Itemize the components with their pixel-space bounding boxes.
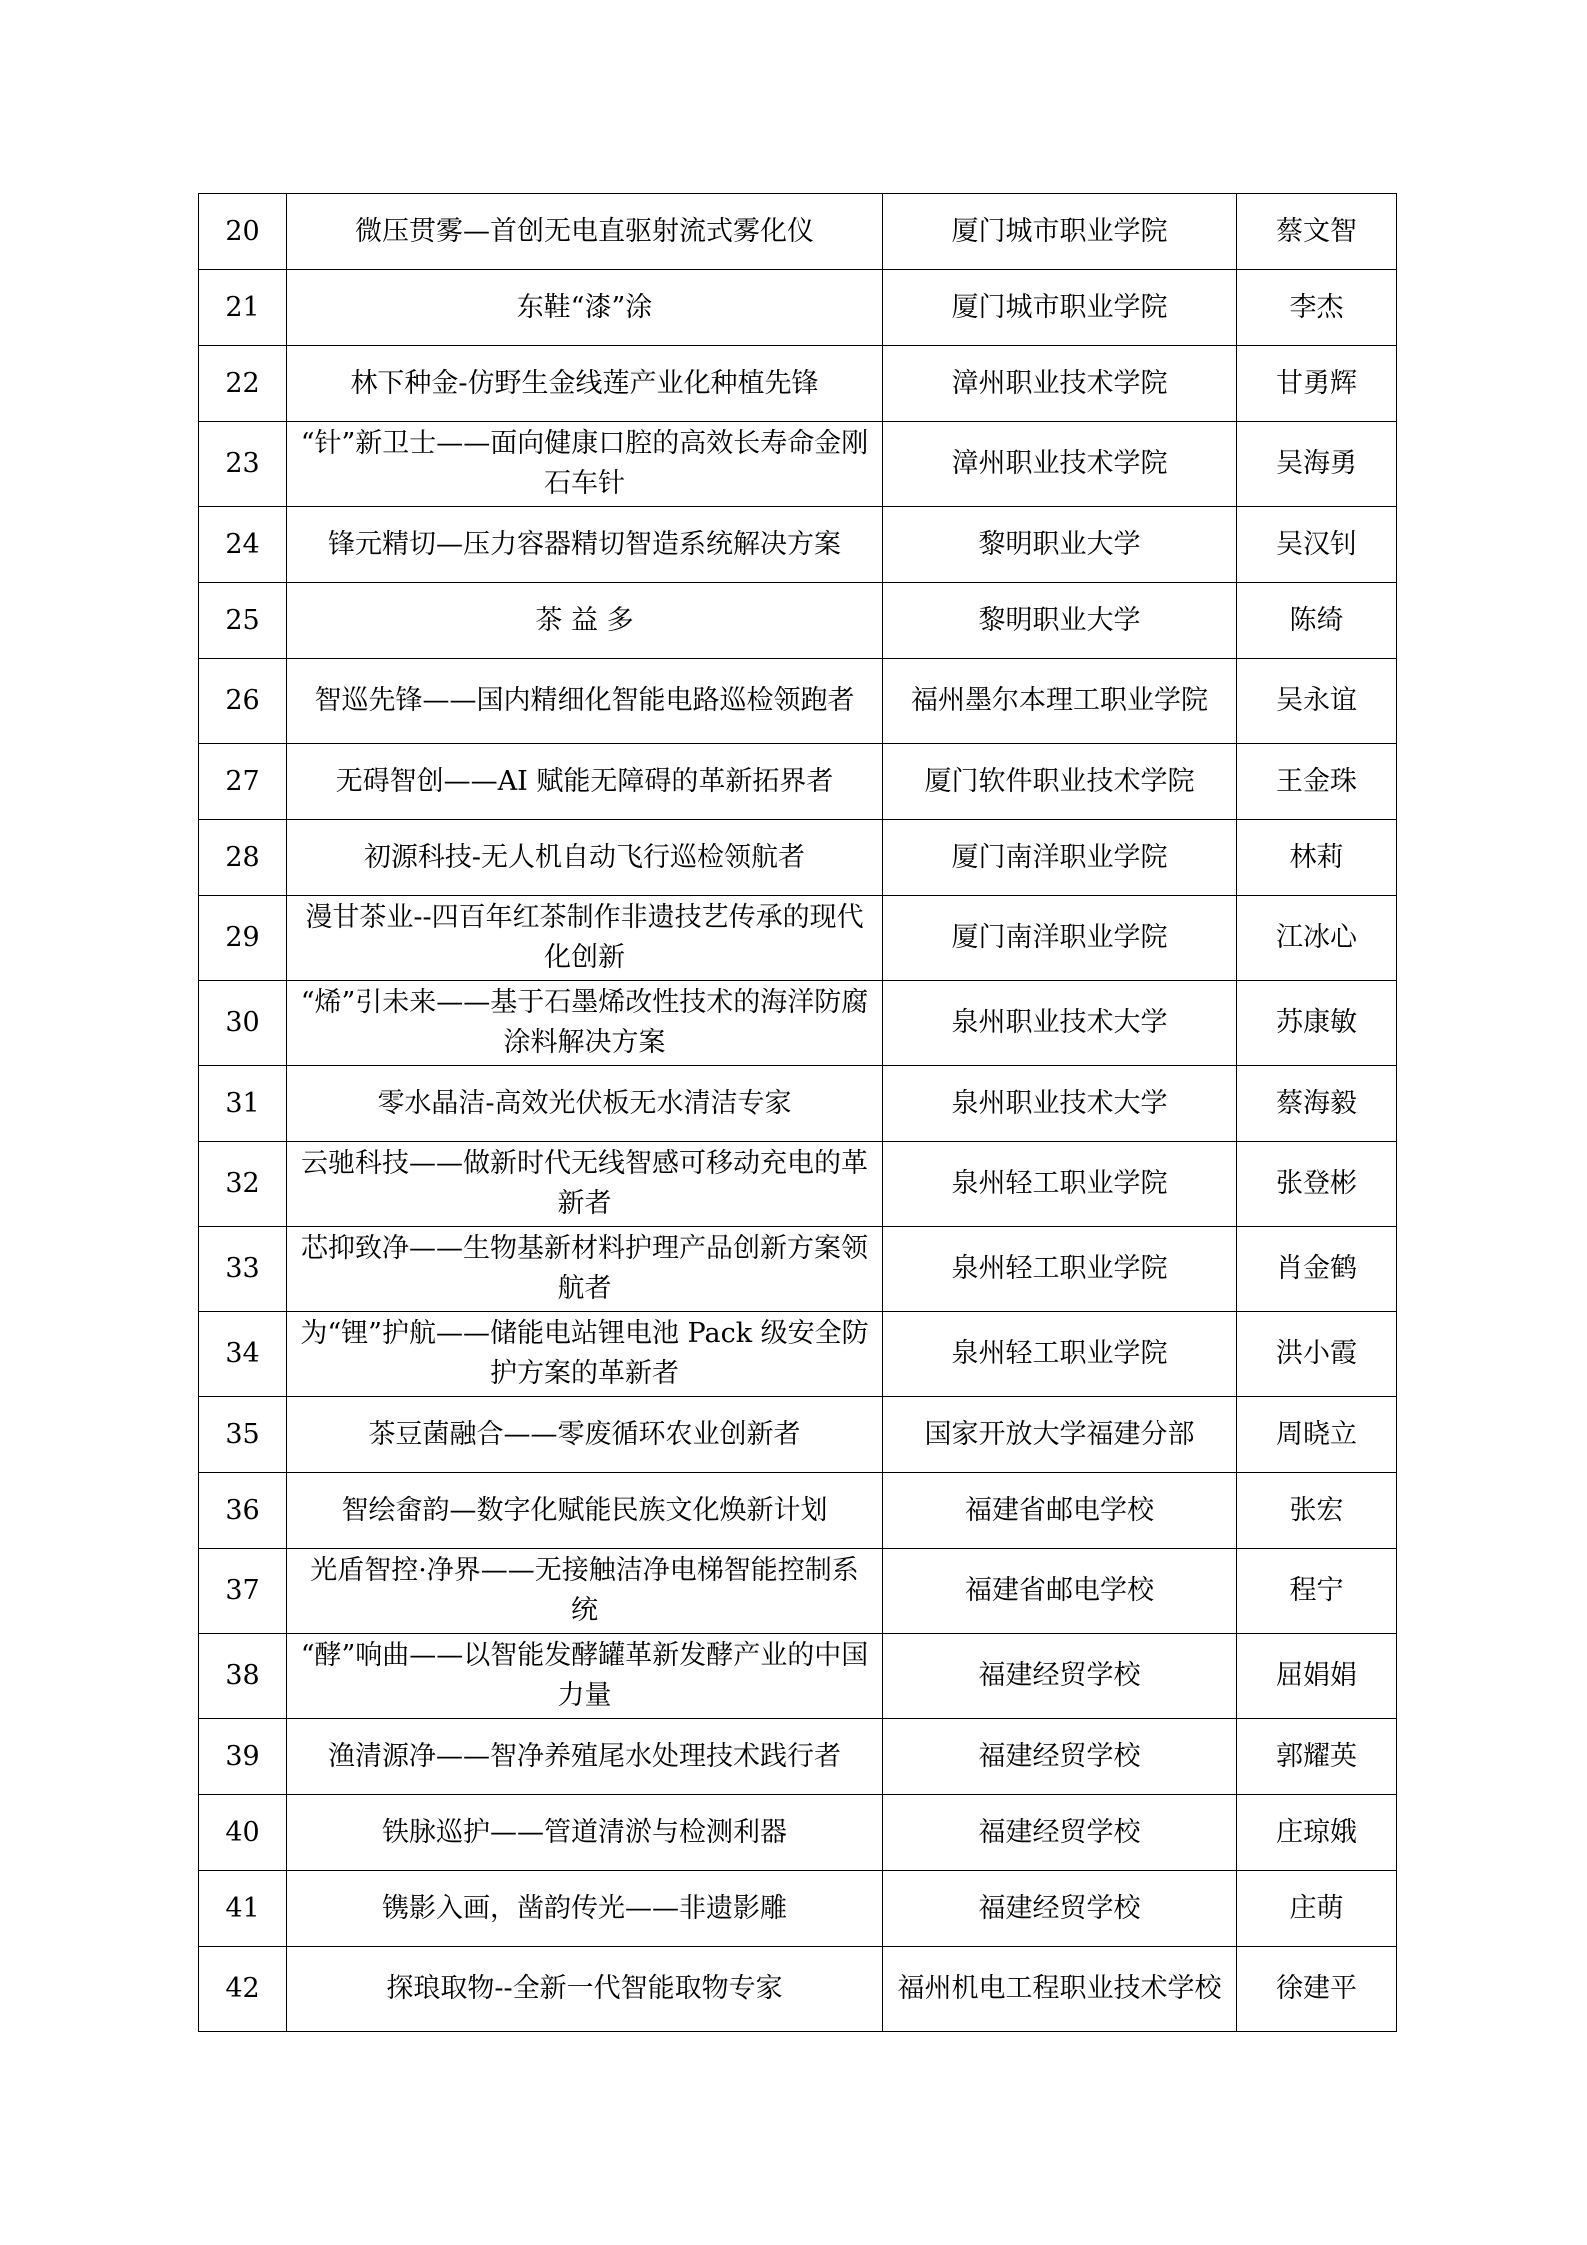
cell-number: 21 bbox=[199, 270, 287, 346]
cell-teacher: 陈绮 bbox=[1237, 583, 1397, 659]
table-row bbox=[199, 583, 1397, 659]
cell-school: 黎明职业大学 bbox=[883, 507, 1237, 583]
cell-project: 无碍智创——AI 赋能无障碍的革新拓界者 bbox=[287, 744, 883, 820]
table-row bbox=[199, 1871, 1397, 1947]
cell-number: 35 bbox=[199, 1397, 287, 1473]
cell-number: 39 bbox=[199, 1719, 287, 1795]
table-row bbox=[199, 507, 1397, 583]
cell-school: 厦门南洋职业学院 bbox=[883, 896, 1237, 981]
table-row bbox=[199, 270, 1397, 346]
cell-teacher: 张宏 bbox=[1237, 1473, 1397, 1549]
cell-number: 20 bbox=[199, 194, 287, 270]
cell-school: 泉州轻工职业学院 bbox=[883, 1142, 1237, 1227]
cell-teacher: 吴永谊 bbox=[1237, 659, 1397, 744]
table-row bbox=[199, 1947, 1397, 2032]
cell-project: 智巡先锋——国内精细化智能电路巡检领跑者 bbox=[287, 659, 883, 744]
cell-teacher: 庄琼娥 bbox=[1237, 1795, 1397, 1871]
cell-teacher: 苏康敏 bbox=[1237, 981, 1397, 1066]
cell-school: 泉州轻工职业学院 bbox=[883, 1312, 1237, 1397]
table-row bbox=[199, 1397, 1397, 1473]
cell-teacher: 林莉 bbox=[1237, 820, 1397, 896]
cell-project: 东鞋“漆”涂 bbox=[287, 270, 883, 346]
cell-project: 零水晶洁-高效光伏板无水清洁专家 bbox=[287, 1066, 883, 1142]
cell-teacher: 蔡文智 bbox=[1237, 194, 1397, 270]
cell-number: 34 bbox=[199, 1312, 287, 1397]
table-row bbox=[199, 1549, 1397, 1634]
cell-teacher: 肖金鹤 bbox=[1237, 1227, 1397, 1312]
cell-teacher: 洪小霞 bbox=[1237, 1312, 1397, 1397]
cell-teacher: 屈娟娟 bbox=[1237, 1634, 1397, 1719]
cell-number: 40 bbox=[199, 1795, 287, 1871]
cell-project: 云驰科技——做新时代无线智感可移动充电的革新者 bbox=[287, 1142, 883, 1227]
cell-number: 24 bbox=[199, 507, 287, 583]
cell-teacher: 徐建平 bbox=[1237, 1947, 1397, 2032]
cell-project: 林下种金-仿野生金线莲产业化种植先锋 bbox=[287, 346, 883, 422]
cell-teacher: 王金珠 bbox=[1237, 744, 1397, 820]
cell-teacher: 吴海勇 bbox=[1237, 422, 1397, 507]
cell-teacher: 庄萌 bbox=[1237, 1871, 1397, 1947]
cell-teacher: 张登彬 bbox=[1237, 1142, 1397, 1227]
cell-project: “针”新卫士——面向健康口腔的高效长寿命金刚石车针 bbox=[287, 422, 883, 507]
cell-project: 芯抑致净——生物基新材料护理产品创新方案领航者 bbox=[287, 1227, 883, 1312]
cell-project: 镌影入画，凿韵传光——非遗影雕 bbox=[287, 1871, 883, 1947]
table-row bbox=[199, 1227, 1397, 1312]
cell-number: 31 bbox=[199, 1066, 287, 1142]
cell-school: 福州墨尔本理工职业学院 bbox=[883, 659, 1237, 744]
cell-project: 茶豆菌融合——零废循环农业创新者 bbox=[287, 1397, 883, 1473]
cell-number: 42 bbox=[199, 1947, 287, 2032]
cell-number: 28 bbox=[199, 820, 287, 896]
cell-number: 26 bbox=[199, 659, 287, 744]
cell-project: “酵”响曲——以智能发酵罐革新发酵产业的中国力量 bbox=[287, 1634, 883, 1719]
table-row bbox=[199, 1312, 1397, 1397]
cell-school: 黎明职业大学 bbox=[883, 583, 1237, 659]
cell-number: 23 bbox=[199, 422, 287, 507]
table-row bbox=[199, 1634, 1397, 1719]
table-row bbox=[199, 659, 1397, 744]
table-row bbox=[199, 896, 1397, 981]
cell-number: 32 bbox=[199, 1142, 287, 1227]
cell-school: 泉州职业技术大学 bbox=[883, 1066, 1237, 1142]
table-row bbox=[199, 346, 1397, 422]
cell-number: 41 bbox=[199, 1871, 287, 1947]
cell-project: 为“锂”护航——储能电站锂电池 Pack 级安全防护方案的革新者 bbox=[287, 1312, 883, 1397]
cell-project: 锋元精切—压力容器精切智造系统解决方案 bbox=[287, 507, 883, 583]
project-table bbox=[198, 193, 1397, 2032]
cell-number: 30 bbox=[199, 981, 287, 1066]
table-row bbox=[199, 744, 1397, 820]
cell-teacher: 郭耀英 bbox=[1237, 1719, 1397, 1795]
table-row bbox=[199, 194, 1397, 270]
cell-teacher: 蔡海毅 bbox=[1237, 1066, 1397, 1142]
cell-school: 厦门南洋职业学院 bbox=[883, 820, 1237, 896]
cell-project: 铁脉巡护——管道清淤与检测利器 bbox=[287, 1795, 883, 1871]
table-row bbox=[199, 981, 1397, 1066]
cell-school: 福州机电工程职业技术学校 bbox=[883, 1947, 1237, 2032]
cell-school: 国家开放大学福建分部 bbox=[883, 1397, 1237, 1473]
cell-teacher: 江冰心 bbox=[1237, 896, 1397, 981]
cell-school: 福建经贸学校 bbox=[883, 1871, 1237, 1947]
cell-project: 渔清源净——智净养殖尾水处理技术践行者 bbox=[287, 1719, 883, 1795]
cell-number: 27 bbox=[199, 744, 287, 820]
cell-number: 33 bbox=[199, 1227, 287, 1312]
cell-school: 福建省邮电学校 bbox=[883, 1473, 1237, 1549]
cell-school: 泉州职业技术大学 bbox=[883, 981, 1237, 1066]
cell-number: 29 bbox=[199, 896, 287, 981]
cell-school: 厦门软件职业技术学院 bbox=[883, 744, 1237, 820]
cell-school: 福建经贸学校 bbox=[883, 1634, 1237, 1719]
cell-number: 36 bbox=[199, 1473, 287, 1549]
table-row bbox=[199, 1066, 1397, 1142]
cell-project: 智绘畲韵—数字化赋能民族文化焕新计划 bbox=[287, 1473, 883, 1549]
table-row bbox=[199, 820, 1397, 896]
cell-number: 22 bbox=[199, 346, 287, 422]
table-row bbox=[199, 1142, 1397, 1227]
cell-teacher: 吴汉钊 bbox=[1237, 507, 1397, 583]
cell-school: 厦门城市职业学院 bbox=[883, 270, 1237, 346]
table-row bbox=[199, 1719, 1397, 1795]
cell-number: 37 bbox=[199, 1549, 287, 1634]
table-body bbox=[199, 194, 1397, 2032]
cell-project: 初源科技-无人机自动飞行巡检领航者 bbox=[287, 820, 883, 896]
cell-teacher: 周晓立 bbox=[1237, 1397, 1397, 1473]
cell-school: 福建省邮电学校 bbox=[883, 1549, 1237, 1634]
cell-project: 茶 益 多 bbox=[287, 583, 883, 659]
cell-school: 福建经贸学校 bbox=[883, 1719, 1237, 1795]
cell-project: 漫甘茶业--四百年红茶制作非遗技艺传承的现代化创新 bbox=[287, 896, 883, 981]
cell-teacher: 甘勇辉 bbox=[1237, 346, 1397, 422]
cell-project: “烯”引未来——基于石墨烯改性技术的海洋防腐涂料解决方案 bbox=[287, 981, 883, 1066]
cell-school: 漳州职业技术学院 bbox=[883, 346, 1237, 422]
table-row bbox=[199, 422, 1397, 507]
cell-school: 福建经贸学校 bbox=[883, 1795, 1237, 1871]
cell-teacher: 程宁 bbox=[1237, 1549, 1397, 1634]
cell-teacher: 李杰 bbox=[1237, 270, 1397, 346]
cell-school: 厦门城市职业学院 bbox=[883, 194, 1237, 270]
table-row bbox=[199, 1473, 1397, 1549]
cell-school: 泉州轻工职业学院 bbox=[883, 1227, 1237, 1312]
cell-project: 微压贯雾—首创无电直驱射流式雾化仪 bbox=[287, 194, 883, 270]
cell-number: 25 bbox=[199, 583, 287, 659]
cell-project: 光盾智控·净界——无接触洁净电梯智能控制系统 bbox=[287, 1549, 883, 1634]
cell-number: 38 bbox=[199, 1634, 287, 1719]
table-row bbox=[199, 1795, 1397, 1871]
cell-project: 探琅取物--全新一代智能取物专家 bbox=[287, 1947, 883, 2032]
cell-school: 漳州职业技术学院 bbox=[883, 422, 1237, 507]
